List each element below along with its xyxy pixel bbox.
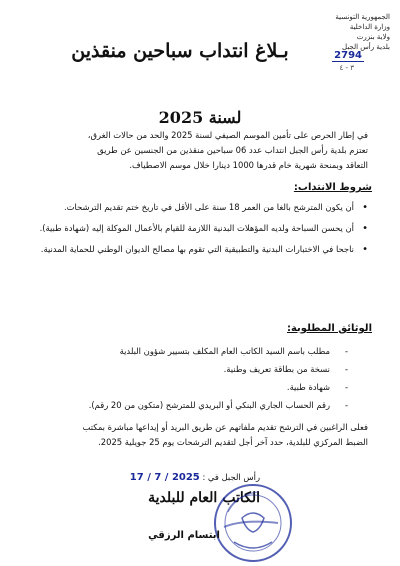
conditions-list [28, 200, 368, 263]
intro-line: التعاقد وبمنحة شهرية خام قدرها 1000 دينارا خلال موسم الاصطياف. [129, 160, 368, 170]
documents-title: الوثائق المطلوبة: [286, 323, 372, 334]
list-item: - نسخة من بطاقة تعريف وطنية. [28, 362, 348, 377]
header-line: وزارة الداخلية [349, 23, 390, 31]
conditions-title: شروط الانتداب: [293, 182, 372, 193]
signatory-name: ابتسام الرزقي [148, 530, 220, 541]
list-item: - شهادة طبية. [28, 380, 348, 395]
reference-number: 2794 [334, 50, 362, 61]
handwritten-date: 2025 / 7 / 17 [129, 472, 200, 483]
signature-title: الكاتب العام للبلدية [148, 490, 260, 506]
official-stamp [212, 482, 294, 564]
page-title: بـلاغ انتداب سباحين منقذين [71, 40, 289, 62]
header-line: ولاية بنزرت [356, 33, 390, 41]
intro-line: في إطار الحرص على تأمين الموسم الصيفي لسنة 2025 والحد من حالات الغرق، [87, 130, 368, 140]
page-subtitle: لسنة 2025 [158, 108, 242, 127]
documents-list [28, 344, 348, 416]
list-item: - رقم الحساب الجاري البنكي أو البريدي للمترشح (متكون من 20 رقم). [28, 398, 348, 413]
header-line: الجمهورية التونسية [335, 13, 390, 21]
closing-paragraph [28, 420, 368, 450]
list-item: • أن يحسن السباحة ولديه المؤهلات البدنية اللازمة للقيام بالأعمال الموكلة إليه (شهادة طبية). [28, 221, 368, 236]
reference-code: ٣ - ٤ [339, 64, 354, 72]
signature-place: رأس الجبل في : [202, 472, 260, 482]
header-line: بلدية رأس الجبل [342, 43, 390, 51]
list-item: - مطلب باسم السيد الكاتب العام المكلف بتسيير شؤون البلدية [28, 344, 348, 359]
closing-line: فعلى الراغبين في الترشح تقديم ملفاتهم عن طريق البريد أو إيداعها مباشرة بمكتب [82, 422, 368, 432]
list-item: • ناجحا في الاختبارات البدنية والتطبيقية التي تقوم بها مصالح الديوان الوطني للحماية المدنية. [28, 242, 368, 257]
closing-line: الضبط المركزي للبلدية، حدد آخر أجل لتقديم الترشحات يوم 25 جويلية 2025. [98, 437, 368, 447]
intro-line: تعتزم بلدية رأس الجبل انتداب عدد 06 سباحين منقذين من الجنسين عن طريق [97, 145, 368, 155]
intro-paragraph [28, 128, 368, 173]
list-item: • أن يكون المترشح بالغا من العمر 18 سنة على الأقل في تاريخ ختم تقديم الترشحات. [28, 200, 368, 215]
